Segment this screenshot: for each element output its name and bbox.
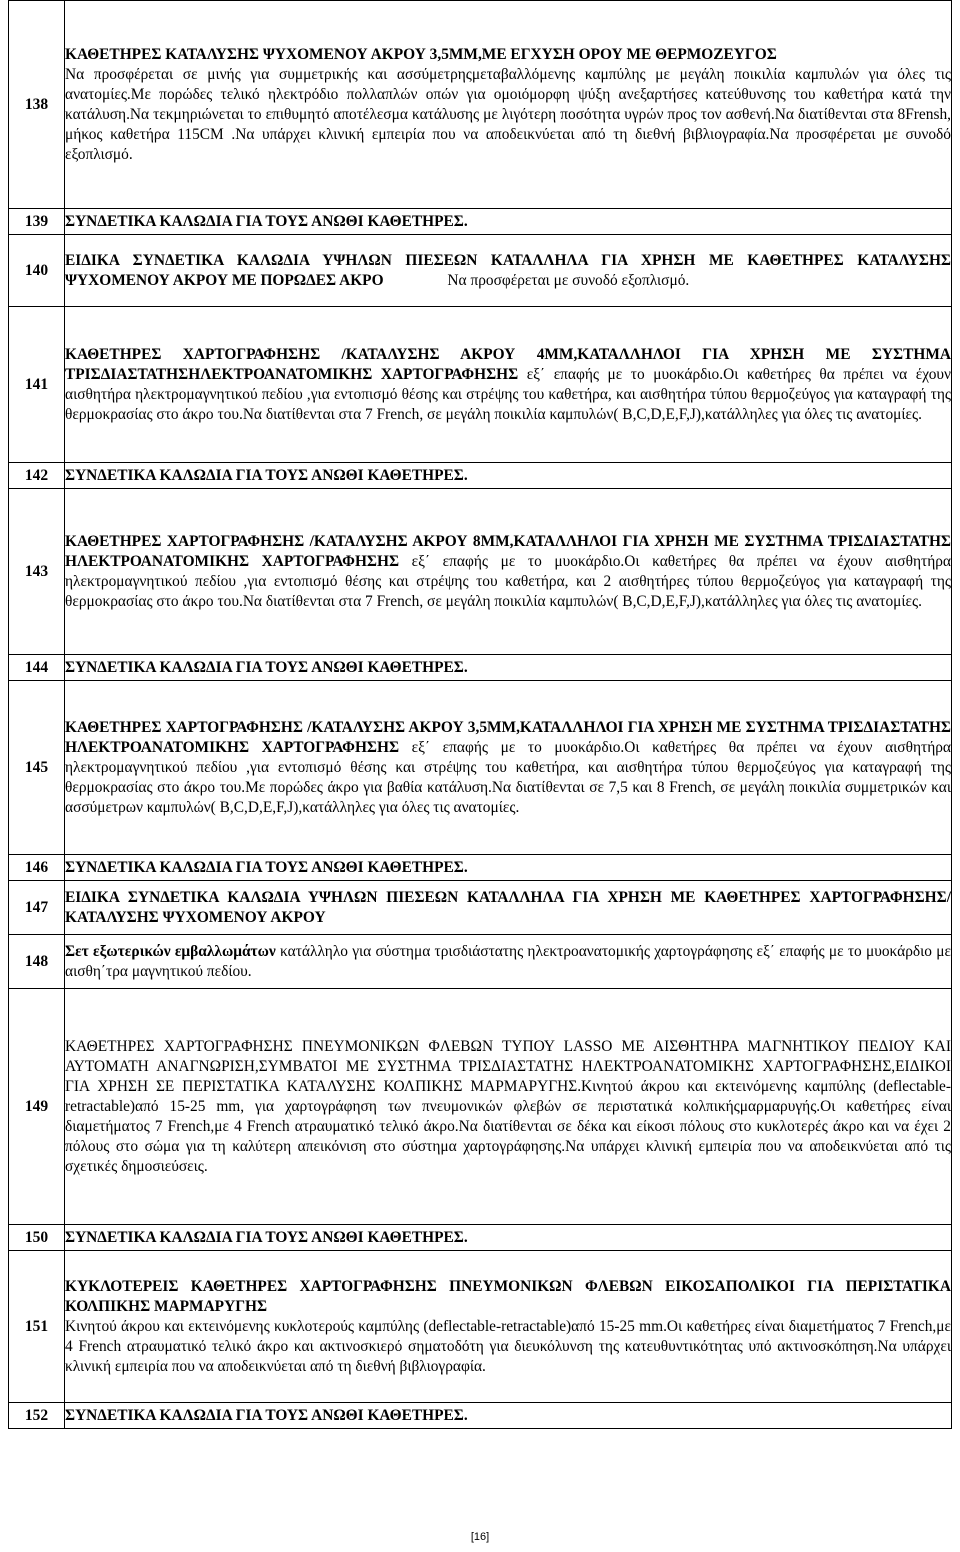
item-title: ΕΙΔΙΚΑ ΣΥΝΔΕΤΙΚΑ ΚΑΛΩΔΙΑ ΥΨΗΛΩΝ ΠΙΕΣΕΩΝ ΚΑΤΑΛΛΗΛΑ ΓΙΑ ΧΡΗΣΗ ΜΕ ΚΑΘΕΤΗΡΕΣ ΧΑΡΤΟΓΡΑΦΗΣΗΣ/ΚΑΤΑΛΥΣΗΣ ΨΥΧΟΜΕΝΟΥ ΑΚΡΟΥ — [65, 888, 951, 926]
row-description — [65, 881, 952, 935]
row-description — [65, 989, 952, 1225]
table-row — [9, 463, 952, 489]
row-number: 139 — [9, 209, 65, 235]
row-number: 148 — [9, 935, 65, 989]
row-number: 151 — [9, 1251, 65, 1403]
row-number: 138 — [9, 1, 65, 209]
row-description — [65, 855, 952, 881]
item-text: κατάλληλο για σύστημα τρισδιάστατης ηλεκτροανατομικής χαρτογράφησης εξ΄ επαφής με το μυοκάρδιο με αισθη΄τρα μαγνητικού πεδίου. — [65, 942, 951, 980]
table-row — [9, 681, 952, 855]
row-number: 141 — [9, 307, 65, 463]
page-number: [16] — [470, 1531, 490, 1543]
item-title: ΣΥΝΔΕΤΙΚΑ ΚΑΛΩΔΙΑ ΓΙΑ ΤΟΥΣ ΑΝΩΘΙ ΚΑΘΕΤΗΡΕΣ. — [65, 466, 468, 484]
row-number: 143 — [9, 489, 65, 655]
row-number: 144 — [9, 655, 65, 681]
row-number: 140 — [9, 235, 65, 307]
row-number: 152 — [9, 1403, 65, 1429]
table-row — [9, 489, 952, 655]
item-text: Να προσφέρεται με συνοδό εξοπλισμό. — [447, 271, 690, 289]
item-title: ΣΥΝΔΕΤΙΚΑ ΚΑΛΩΔΙΑ ΓΙΑ ΤΟΥΣ ΑΝΩΘΙ ΚΑΘΕΤΗΡΕΣ. — [65, 1406, 468, 1424]
item-title: ΣΥΝΔΕΤΙΚΑ ΚΑΛΩΔΙΑ ΓΙΑ ΤΟΥΣ ΑΝΩΘΙ ΚΑΘΕΤΗΡΕΣ. — [65, 658, 468, 676]
row-number: 142 — [9, 463, 65, 489]
row-description — [65, 463, 952, 489]
row-description — [65, 489, 952, 655]
item-text: ΚΑΘΕΤΗΡΕΣ ΧΑΡΤΟΓΡΑΦΗΣΗΣ ΠΝΕΥΜΟΝΙΚΩΝ ΦΛΕΒΩΝ ΤΥΠΟΥ LASSO ΜΕ ΑΙΣΘΗΤΗΡΑ ΜΑΓΝΗΤΙΚΟΥ ΠΕΔΙΟΥ ΚΑΙ ΑΥΤΟΜΑΤΗ ΑΝΑΓΝΩΡΙΣΗ,ΣΥΜΒΑΤΟΙ ΜΕ ΣΥΣΤΗΜΑ ΤΡΙΣΔΙΑΣΤΑΤΗΣ ΗΛΕΚΤΡΟΑΝΑΤΟΜΙΚΗΣ ΧΑΡΤΟΓΡΑΦΗΣΗΣ,ΕΙΔΙΚΟΙ ΓΙΑ ΧΡΗΣΗ ΣΕ ΠΕΡΙΣΤΑΤΙΚΑ ΚΑΤΑΛΥΣΗΣ ΚΟΛΠΙΚΗΣ ΜΑΡΜΑΡΥΓΗΣ.Κινητού άκρου και εκτεινόμενης καμπύλης (deflectable-retractable)από 15-25 mm, για χαρτογράφηση των πνευμονικών φλεβών σε περιστατικά κολπικήςμαρμαρυγής.Οι καθετήρες είναι διαμετήματος 7 French,με 4 French ατραυματικό τελικό άκρο.Να διατίθενται σε δέκα και είκοσι πόλους στο κυκλοτερές άκρο και να έχει 2 πόλους στο σώμα για τη καλύτερη απεικόνιση στο σύστημα χαρτογράφησης.Να υπάρχει κλινική εμπειρία που να αποδεικνύεται από τις σχετικές δημοσιεύσεις. — [65, 1037, 951, 1175]
row-number: 149 — [9, 989, 65, 1225]
table-row — [9, 1225, 952, 1251]
table-row — [9, 1251, 952, 1403]
item-title: ΣΥΝΔΕΤΙΚΑ ΚΑΛΩΔΙΑ ΓΙΑ ΤΟΥΣ ΑΝΩΘΙ ΚΑΘΕΤΗΡΕΣ. — [65, 858, 468, 876]
table-row — [9, 1, 952, 209]
item-text: Να προσφέρεται σε μινής για συμμετρικής και ασσύμετρηςμεταβαλλόμενης καμπύλης με μεγάλη ποικιλία καμπυλών για όλες τις ανατομίες.Με πορώδες τελικό ηλεκτρόδιο πολλαπλών οπών για ομοιόμορφη ψύξη ανεξαρτήσες κατεύθυνσης του καθετήρα κατά την κατάλυση.Να τεκμηριώνεται το επιθυμητό αποτέλεσμα κατάλυσης με λιγότερη ποσότητα υγρών προς τον ασθενή.Να διατίθενται στα 8Frensh, μήκος καθετήρα 115CM .Να υπάρχει κλινική εμπειρία που να αποδεικνύεται από τη διεθνή βιβλιογραφία.Να προσφέρεται με συνοδό εξοπλισμό. — [65, 65, 951, 163]
item-title: ΣΥΝΔΕΤΙΚΑ ΚΑΛΩΔΙΑ ΓΙΑ ΤΟΥΣ ΑΝΩΘΙ ΚΑΘΕΤΗΡΕΣ. — [65, 1228, 468, 1246]
row-description — [65, 307, 952, 463]
row-description — [65, 1, 952, 209]
table-row — [9, 989, 952, 1225]
item-title: ΚΑΘΕΤΗΡΕΣ ΚΑΤΑΛΥΣΗΣ ΨΥΧΟΜΕΝΟΥ ΑΚΡΟΥ 3,5ΜΜ,ΜΕ ΕΓΧΥΣΗ ΟΡΟΥ ΜΕ ΘΕΡΜΟΖΕΥΓΟΣ — [65, 45, 777, 63]
row-description — [65, 655, 952, 681]
row-number: 147 — [9, 881, 65, 935]
item-title: ΚΥΚΛΟΤΕΡΕΙΣ ΚΑΘΕΤΗΡΕΣ ΧΑΡΤΟΓΡΑΦΗΣΗΣ ΠΝΕΥΜΟΝΙΚΩΝ ΦΛΕΒΩΝ ΕΙΚΟΣΑΠΟΛΙΚΟΙ ΓΙΑ ΠΕΡΙΣΤΑΤΙΚΑ ΚΟΛΠΙΚΗΣ ΜΑΡΜΑΡΥΓΗΣ — [65, 1277, 951, 1315]
table-row — [9, 235, 952, 307]
row-number: 150 — [9, 1225, 65, 1251]
item-title: Σετ εξωτερικών εμβαλλωμάτων — [65, 942, 276, 960]
table-row — [9, 1403, 952, 1429]
table-row — [9, 655, 952, 681]
row-number: 145 — [9, 681, 65, 855]
table-row — [9, 935, 952, 989]
item-text: εξ΄ επαφής με το μυοκάρδιο.Οι καθετήρες θα πρέπει να έχουν αισθητήρα ηλεκτρομαγνητικού πεδίου ,για εντοπισμό θέσης και στρέψης του καθετήρα, και αισθητήρα τύπου θερμοζεύγος για καταγραφή της θερμοκρασίας στο άκρο του.Να διατίθενται στα 7 French, σε μεγάλη ποικιλία καμπυλών( B,C,D,E,F,J),κατάλληλες για όλες τις ανατομίες. — [65, 365, 951, 423]
row-description — [65, 681, 952, 855]
item-title: ΚΑΘΕΤΗΡΕΣ ΧΑΡΤΟΓΡΑΦΗΣΗΣ /ΚΑΤΑΛΥΣΗΣ ΑΚΡΟΥ 8ΜΜ,ΚΑΤΑΛΛΗΛΟΙ ΓΙΑ ΧΡΗΣΗ ΜΕ ΣΥΣΤΗΜΑ ΤΡΙΣΔΙΑΣΤΑΤΗΣ ΗΛΕΚΤΡΟΑΝΑΤΟΜΙΚΗΣ ΧΑΡΤΟΓΡΑΦΗΣΗΣ — [65, 532, 951, 570]
table-row — [9, 881, 952, 935]
item-title: ΚΑΘΕΤΗΡΕΣ ΧΑΡΤΟΓΡΑΦΗΣΗΣ /ΚΑΤΑΛΥΣΗΣ ΑΚΡΟΥ 4ΜΜ,ΚΑΤΑΛΛΗΛΟΙ ΓΙΑ ΧΡΗΣΗ ΜΕ ΣΥΣΤΗΜΑ ΤΡΙΣΔΙΑΣΤΑΤΗΣΗΛΕΚΤΡΟΑΝΑΤΟΜΙΚΗΣ ΧΑΡΤΟΓΡΑΦΗΣΗΣ — [65, 345, 951, 383]
row-description — [65, 235, 952, 307]
item-text: Κινητού άκρου και εκτεινόμενης κυκλοτερούς καμπύλης (deflectable-retractable)από 15-25 mm.Οι καθετήρες είναι διαμετήματος 7 French,με 4 French ατραυματικό τελικό άκρο και ακτινοσκιερό σηματοδότη για διευκόλυνση της κατευθυντικότητας υπό ακτινοσκόπηση.Να υπάρχει κλινική εμπειρία που να αποδεικνύεται από τη διεθνή βιβλιογραφία. — [65, 1317, 951, 1375]
row-description — [65, 209, 952, 235]
table-row — [9, 855, 952, 881]
document-page — [8, 0, 952, 1429]
row-description — [65, 1403, 952, 1429]
item-text: εξ΄ επαφής με το μυοκάρδιο.Οι καθετήρες θα πρέπει να έχουν αισθητήρα ηλεκτρομαγνητικού πεδίου ,για εντοπισμό θέσης και στρέψης του καθετήρα, και αισθητήρα τύπου θερμοζεύγος για καταγραφή της θερμοκρασίας στο άκρο του.Με πορώδες άκρο για βαθία κατάλυση.Να διατίθενται σε 7,5 και 8 French, σε μεγάλη ποικιλία συμμετρικών και ασσύμετρων καμπυλών( B,C,D,E,F,J),κατάλληλες για όλες τις ανατομίες. — [65, 738, 951, 816]
row-number: 146 — [9, 855, 65, 881]
item-title: ΕΙΔΙΚΑ ΣΥΝΔΕΤΙΚΑ ΚΑΛΩΔΙΑ ΥΨΗΛΩΝ ΠΙΕΣΕΩΝ ΚΑΤΑΛΛΗΛΑ ΓΙΑ ΧΡΗΣΗ ΜΕ ΚΑΘΕΤΗΡΕΣ ΚΑΤΑΛΥΣΗΣ ΨΥΧΟΜΕΝΟΥ ΑΚΡΟΥ ΜΕ ΠΟΡΩΔΕΣ ΑΚΡΟ — [65, 251, 951, 289]
row-description — [65, 935, 952, 989]
item-text: εξ΄ επαφής με το μυοκάρδιο.Οι καθετήρες θα πρέπει να έχουν αισθητήρα ηλεκτρομαγνητικού πεδίου ,για εντοπισμό θέσης και στρέψης του καθετήρα, και 2 αισθητήρες τύπου θερμοζεύγος για καταγραφή της θερμοκρασίας στο άκρο του.Να διατίθενται στα 7 French, σε μεγάλη ποικιλία καμπυλών( B,C,D,E,F,J),κατάλληλες για όλες τις ανατομίες. — [65, 552, 951, 610]
row-description — [65, 1225, 952, 1251]
table-row — [9, 307, 952, 463]
specification-table — [8, 0, 952, 1429]
item-title: ΚΑΘΕΤΗΡΕΣ ΧΑΡΤΟΓΡΑΦΗΣΗΣ /ΚΑΤΑΛΥΣΗΣ ΑΚΡΟΥ 3,5ΜΜ,ΚΑΤΑΛΛΗΛΟΙ ΓΙΑ ΧΡΗΣΗ ΜΕ ΣΥΣΤΗΜΑ ΤΡΙΣΔΙΑΣΤΑΤΗΣ ΗΛΕΚΤΡΟΑΝΑΤΟΜΙΚΗΣ ΧΑΡΤΟΓΡΑΦΗΣΗΣ — [65, 718, 951, 756]
table-row — [9, 209, 952, 235]
item-title: ΣΥΝΔΕΤΙΚΑ ΚΑΛΩΔΙΑ ΓΙΑ ΤΟΥΣ ΑΝΩΘΙ ΚΑΘΕΤΗΡΕΣ. — [65, 212, 468, 230]
row-description — [65, 1251, 952, 1403]
